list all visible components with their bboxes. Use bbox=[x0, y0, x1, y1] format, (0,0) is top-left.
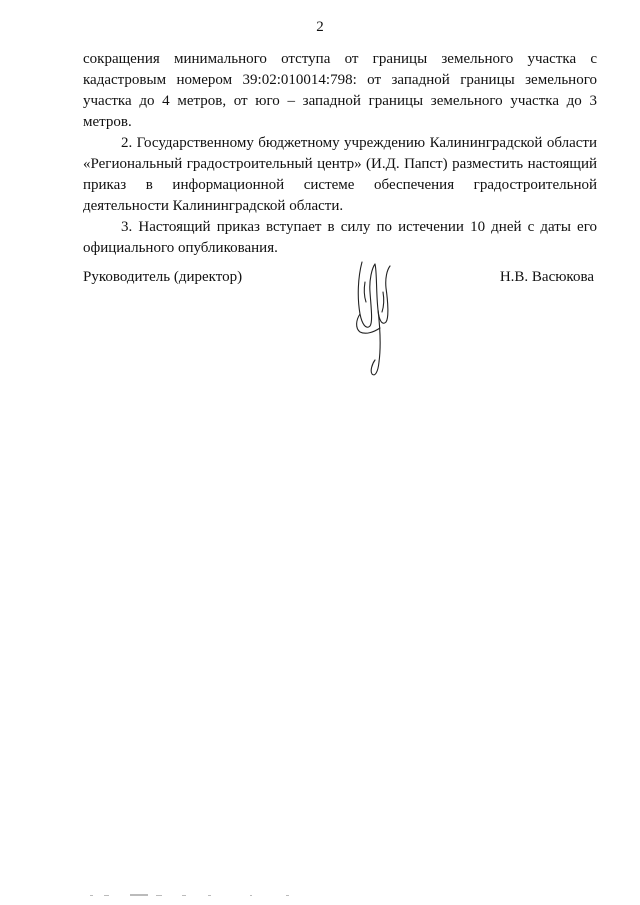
document-body bbox=[83, 49, 597, 259]
scan-noise bbox=[90, 893, 390, 899]
paragraph-continuation: сокращения минимального отступа от границы земельного участка с кадастровым номером 39:02:010014:798: от западной границы земельного участка до 4 метров, от юго – западной границы земельного участка до 3 метров. bbox=[83, 51, 597, 130]
signatory-title: Руководитель (директор) bbox=[83, 269, 243, 285]
signature-block bbox=[83, 267, 597, 287]
page-number: 2 bbox=[316, 19, 324, 35]
paragraph-item-3: 3. Настоящий приказ вступает в силу по истечении 10 дней с даты его официального опубликования. bbox=[83, 219, 597, 256]
handwritten-signature bbox=[348, 252, 398, 382]
signatory-name: Н.В. Васюкова bbox=[499, 269, 594, 285]
paragraph-item-2: 2. Государственному бюджетному учреждению Калининградской области «Региональный градостроительный центр» (И.Д. Папст) разместить настоящий приказ в информационной системе обеспечения градостроительной деятельности Калининградской области. bbox=[83, 135, 597, 214]
